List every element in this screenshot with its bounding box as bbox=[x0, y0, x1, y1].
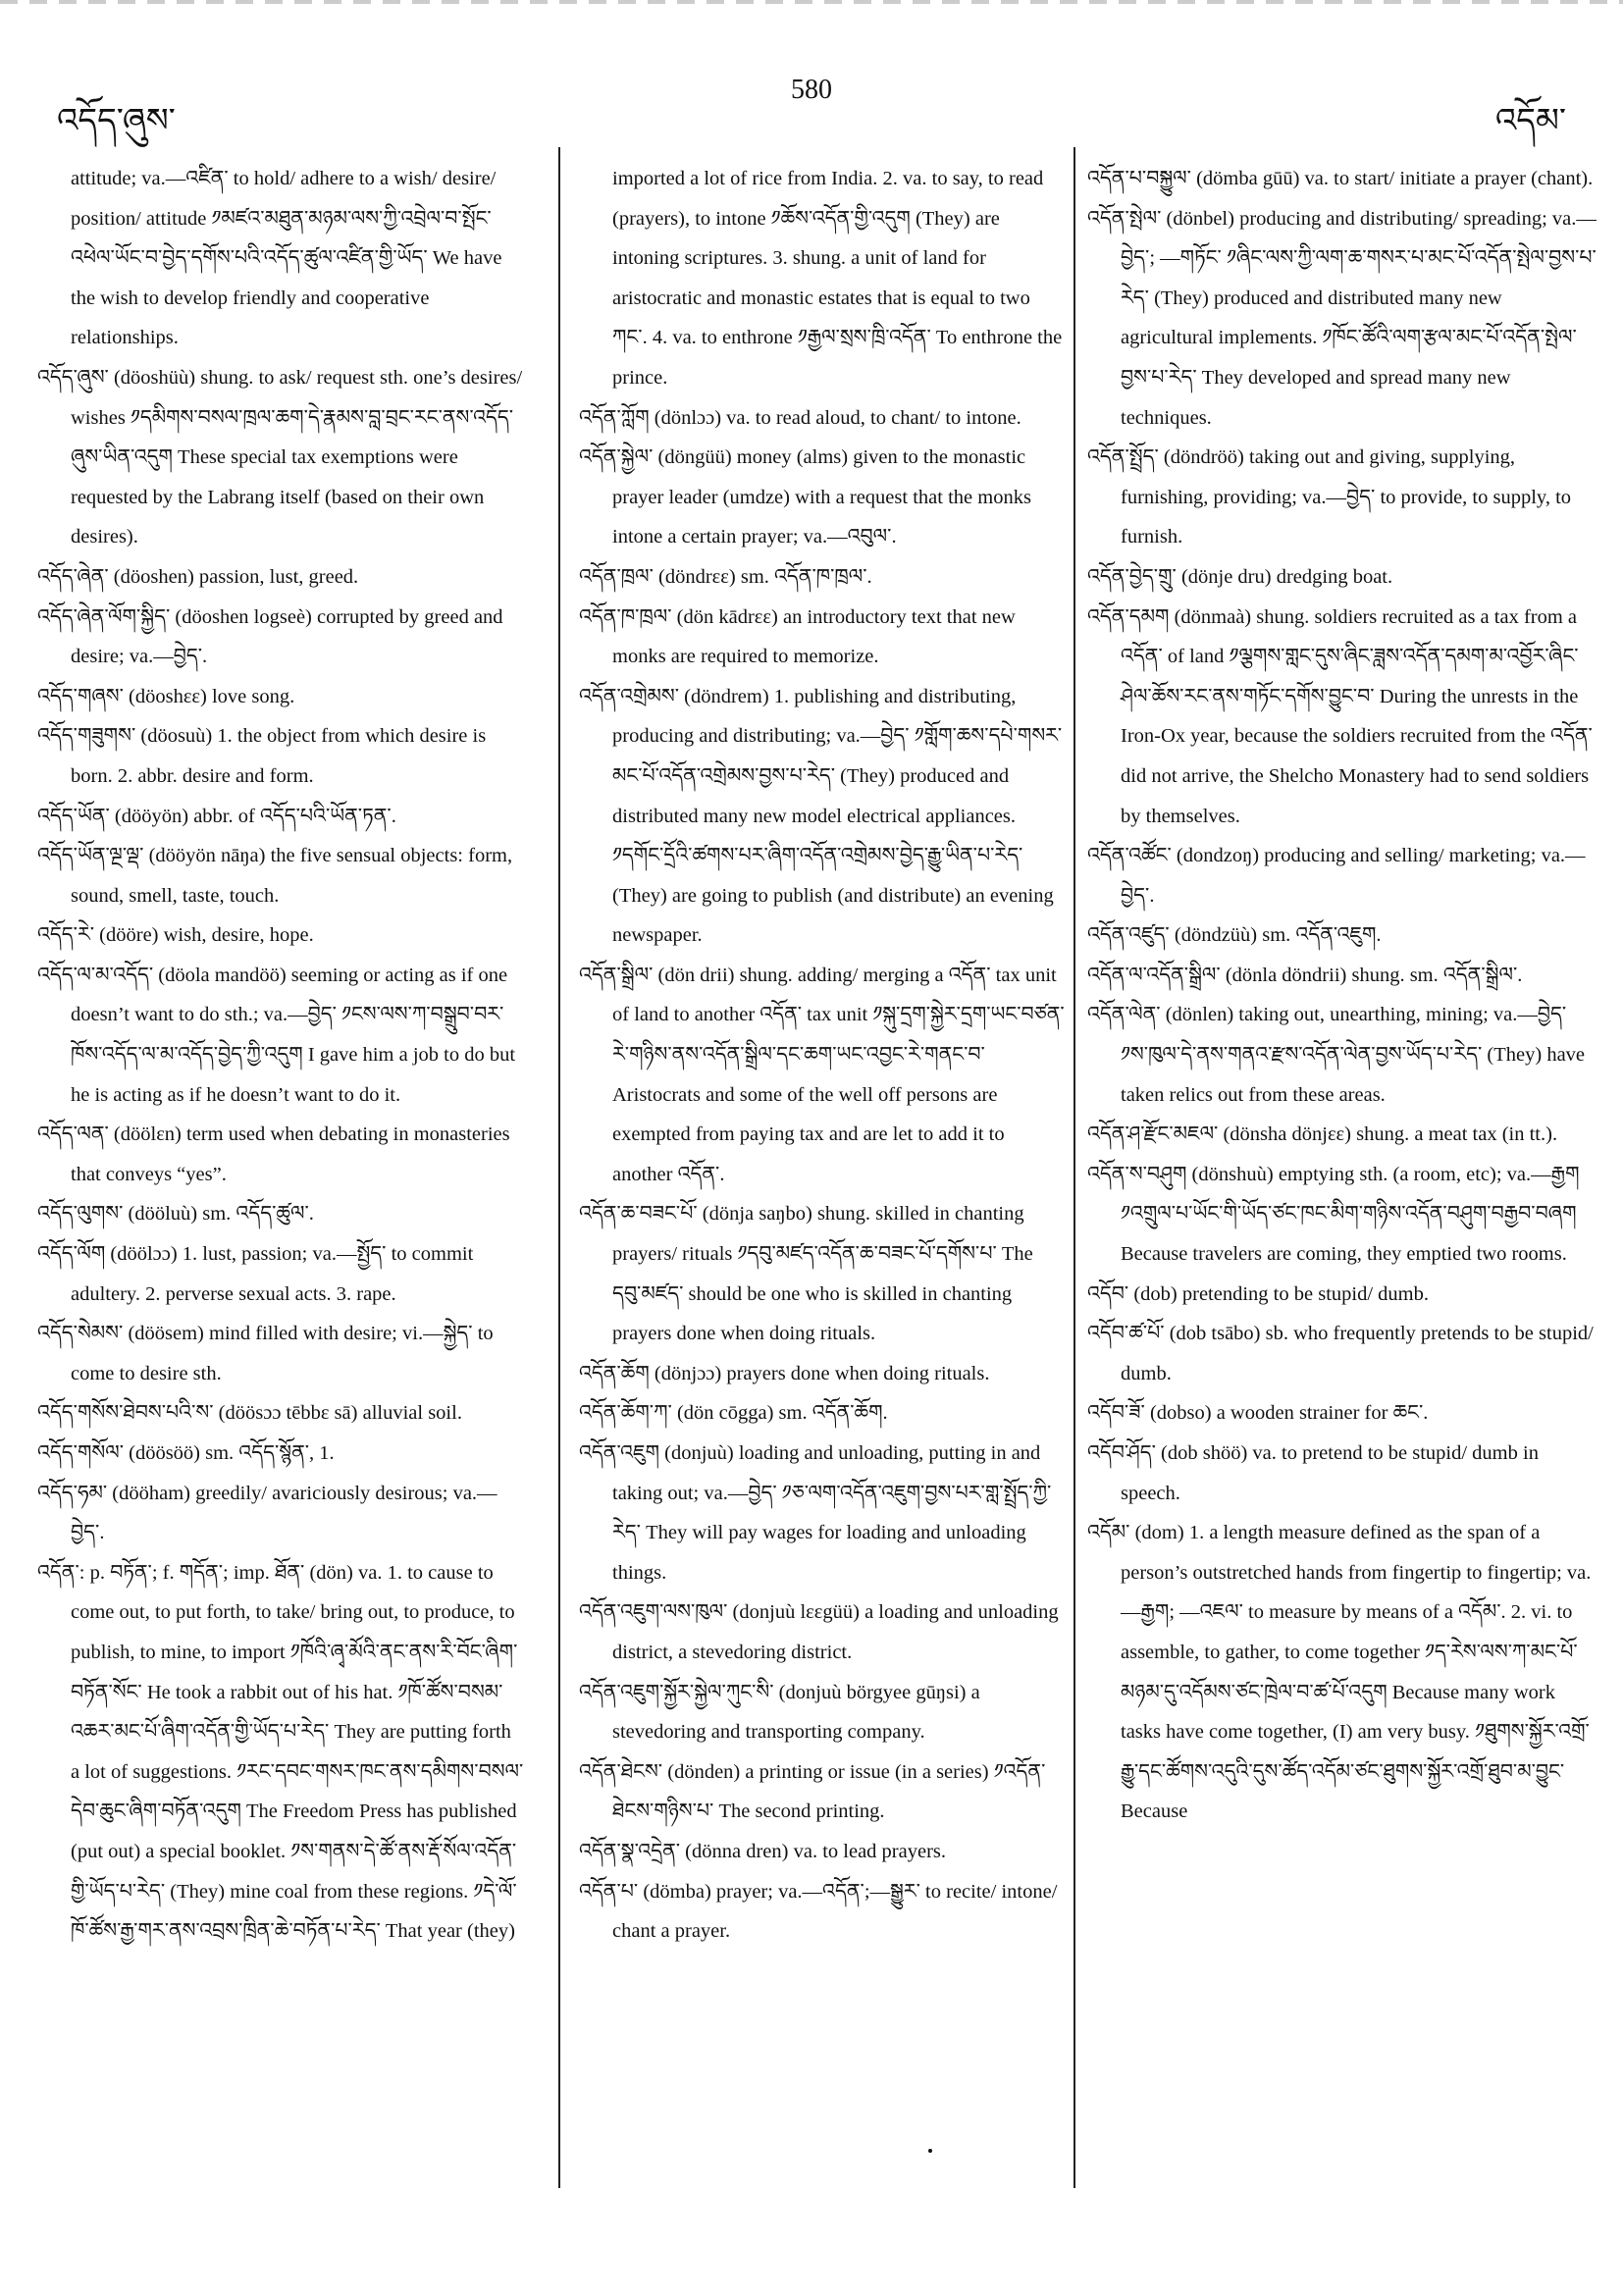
dictionary-entry: འདོན་པ་བསྐྱུལ་ (dömba gūū) va. to start/ initiate a prayer (chant). bbox=[1087, 168, 1594, 189]
dictionary-entry: འདོན་ཆོག (dönjɔɔ) prayers done when doing rituals. bbox=[579, 1362, 990, 1384]
dictionary-entry: འདོད་ཧམ་ (dööham) greedily/ avariciously desirous; va.—བྱེད་. bbox=[37, 1482, 497, 1544]
dictionary-entry: attitude; va.—འཛིན་ to hold/ adhere to a wish/ desire/ position/ attitude ༡མཛའ་མཐུན་མཉམ་ལས་ཀྱི་འབྲེལ་བ་སྤོང་འཕེལ་ཡོང་བ་བྱེད་དགོས་པའི་འདོད་ཚུལ་འཛིན་གྱི་ཡོད་ We have the wish to develop friendly and cooperative relationships. bbox=[71, 168, 502, 349]
dictionary-entry: འདོན་ཁྲལ་ (döndrεε) sm. འདོན་ཁ་ཁྲལ་. bbox=[579, 565, 872, 588]
dictionary-entry: འདོན་སྤྲོད་ (döndröö) taking out and giving, supplying, furnishing, providing; va.—བྱེད་ to provide, to supply, to furnish. bbox=[1087, 446, 1572, 548]
dictionary-entry: འདོན་སྤེལ་ (dönbel) producing and distributing/ spreading; va.—བྱེད་; —གཏོང་ ༡ཞིང་ལས་ཀྱི་ལག་ཆ་གསར་པ་མང་པོ་འདོན་སྤེལ་བྱས་པ་རེད་ (They) produced and distributed many new agricultural implements. ༡ཁོང་ཚོའི་ལག་རྩལ་མང་པོ་འདོན་སྤེལ་བྱས་པ་རེད་ They developed and spread many new techniques. bbox=[1087, 207, 1597, 429]
dictionary-entry: འདོན་ས་བཤུག (dönshuù) emptying sth. (a room, etc); va.—རྒྱག ༡འགྲུལ་པ་ཡོང་གི་ཡོད་ཙང་ཁང་མིག་གཉིས་འདོན་བཤུག་བརྒྱབ་བཞག Because travelers are coming, they emptied two rooms. bbox=[1087, 1163, 1580, 1266]
dictionary-entry: འདོམ་ (dom) 1. a length measure defined as the span of a person’s outstretched hands from fingertip to fingertip; va.—རྒྱག; —འཇལ་ to measure by means of a འདོམ་. 2. vi. to assemble, to gather, to come together ༡ད་རེས་ལས་ཀ་མང་པོ་མཉམ་དུ་འདོམས་ཙང་ཁྲེལ་བ་ཚ་པོ་འདུག Because many work tasks have come together, (I) am very busy. ༡ཐུགས་སྐྱོར་འགྲོ་རྒྱུ་དང་ཚོགས་འདུའི་དུས་ཚོད་འདོམ་ཙང་ཐུགས་སྐྱོར་འགྲོ་ཐུབ་མ་བྱུང་ Because bbox=[1087, 1522, 1592, 1823]
dictionary-entry: འདོད་ཞེན་ལོག་སྐྱིད་ (döoshen logseè) corrupted by greed and desire; va.—བྱེད་. bbox=[37, 605, 503, 668]
dictionary-entry: འདོན་འཇུག (donjuù) loading and unloading, putting in and taking out; va.—བྱེད་ ༡ཅ་ལག་འདོན་འཇུག་བྱས་པར་གླ་སྤྲོད་ཀྱི་རེད་ They will pay wages for loading and unloading things. bbox=[579, 1442, 1052, 1584]
dictionary-entry: འདོད་ཞུས་ (döoshüù) shung. to ask/ request sth. one’s desires/ wishes ༡དམིགས་བསལ་ཁྲལ་ཆག་དེ་རྣམས་བླ་བྲང་རང་ནས་འདོད་ཞུས་ཡིན་འདུག These special tax exemptions were requested by the Labrang itself (based on their own desires). bbox=[37, 366, 523, 548]
dictionary-entry: འདོད་ཞེན་ (döoshen) passion, lust, greed. bbox=[37, 565, 359, 588]
left-running-headword: འདོད་ཞུས་ bbox=[57, 101, 176, 140]
right-running-headword: འདོམ་ bbox=[1494, 101, 1566, 140]
dictionary-entry: འདོན་ཁ་ཁྲལ་ (dön kādrεε) an introductory text that new monks are required to memorize. bbox=[579, 605, 1016, 668]
dictionary-entry: འདོན་ཐེངས་ (dönden) a printing or issue (in a series) ༡འདོན་ཐེངས་གཉིས་པ་ The second printing. bbox=[579, 1760, 1046, 1823]
dictionary-entry: འདོད་གསོས་ཐེབས་པའི་ས་ (döösɔɔ tēbbε sā) alluvial soil. bbox=[37, 1402, 462, 1425]
column-3 bbox=[1087, 159, 1597, 1832]
dictionary-entry: འདོབ་ (dob) pretending to be stupid/ dumb. bbox=[1087, 1282, 1429, 1305]
dictionary-entry: འདོན་ལེན་ (dönlen) taking out, unearthing, mining; va.—བྱེད་ ༡ས་ཁུལ་དེ་ནས་གནའ་རྫས་འདོན་ལེན་བྱས་ཡོད་པ་རེད་ (They) have taken relics out from these areas. bbox=[1087, 1004, 1586, 1106]
dictionary-entry: འདོད་ལོག (döölɔɔ) 1. lust, passion; va.—སྤྱོད་ to commit adultery. 2. perverse sexual acts. 3. rape. bbox=[37, 1243, 474, 1305]
dictionary-entry: འདོན་པ་ (dömba) prayer; va.—འདོན་;—སྒྱུར་ to recite/ intone/ chant a prayer. bbox=[579, 1880, 1058, 1943]
dictionary-entry: འདོན་ཀློག (dönlɔɔ) va. to read aloud, to chant/ to intone. bbox=[579, 406, 1021, 429]
column-1 bbox=[37, 159, 524, 1952]
column-2 bbox=[579, 159, 1066, 1952]
page-number: 580 bbox=[791, 75, 832, 105]
dictionary-entry: འདོད་ཡོན་ལྔ་ལྡ་ (dööyön nāŋa) the five sensual objects: form, sound, smell, taste, touch. bbox=[37, 845, 513, 907]
dictionary-entry: འདོན་འཇུག་སྐྱོར་སྐྱེལ་ཀུང་སི་ (donjuù börgyee gūŋsi) a stevedoring and transporting company. bbox=[579, 1681, 980, 1744]
dictionary-entry: འདོན་བྱེད་གྲུ་ (dönje dru) dredging boat. bbox=[1087, 565, 1393, 588]
dictionary-entry: འདོབ་ཟོ་ (dobso) a wooden strainer for ཆང་. bbox=[1087, 1402, 1429, 1425]
dictionary-entry: འདོད་ལ་མ་འདོད་ (döola mandöö) seeming or acting as if one doesn’t want to do sth.; va.—བྱེད་ ༡ངས་ལས་ཀ་བསྒྲུབ་བར་ཁོས་འདོད་ལ་མ་འདོད་བྱེད་ཀྱི་འདུག I gave him a job to do but he is acting as if he doesn’t want to do it. bbox=[37, 964, 516, 1106]
dictionary-entry: imported a lot of rice from India. 2. va. to say, to read (prayers), to intone ༡ཆོས་འདོན་གྱི་འདུག (They) are intoning scriptures. 3. shung. a unit of land for aristocratic and monastic estates that is equal to two ཀང་. 4. va. to enthrone ༡རྒྱལ་སྲས་ཁྲི་འདོན་ To enthrone the prince. bbox=[612, 168, 1063, 389]
dictionary-entry: འདོན་དམག (dönmaà) shung. soldiers recruited as a tax from a འདོན་ of land ༡ལྕགས་གླང་དུས་ཞིང་ཟླས་འདོན་དམག་མ་འབྱོར་ཞིང་ཤེལ་ཆོས་རང་ནས་གཏོང་དགོས་བྱུང་བ་ During the unrests in the Iron-Ox year, because the soldiers recruited from the འདོན་ did not arrive, the Shelcho Monastery had to send soldiers by themselves. bbox=[1087, 605, 1593, 827]
dictionary-entry: འདོན་ཆ་བཟང་པོ་ (dönja saŋbo) shung. skilled in chanting prayers/ rituals ༡དབུ་མཛད་འདོན་ཆ་བཟང་པོ་དགོས་པ་ The དབུ་མཛད་ should be one who is skilled in chanting prayers done when doing rituals. bbox=[579, 1203, 1033, 1345]
dictionary-entry: འདོབ་ཤོད་ (dob shöö) va. to pretend to be stupid/ dumb in speech. bbox=[1087, 1442, 1539, 1504]
dictionary-entry: འདོན་འཚོང་ (dondzoŋ) producing and selling/ marketing; va.—བྱེད་. bbox=[1087, 845, 1586, 907]
dictionary-entry: འདོད་ལན་ (döölεn) term used when debating in monasteries that conveys “yes”. bbox=[37, 1123, 510, 1185]
dictionary-entry: འདོན་འགྲེམས་ (döndrem) 1. publishing and distributing, producing and distributing; va.—བྱེད་ ༡གློག་ཆས་དཔེ་གསར་མང་པོ་འདོན་འགྲེམས་བྱས་པ་རེད་ (They) produced and distributed many new model electrical appliances. ༡དགོང་དྲོའི་ཚགས་པར་ཞིག་འདོན་འགྲེམས་བྱེད་རྒྱུ་ཡིན་པ་རེད་ (They) are going to publish (and distribute) an evening newspaper. bbox=[579, 685, 1063, 947]
ink-speck bbox=[928, 2149, 932, 2153]
scan-edge bbox=[0, 0, 1623, 4]
dictionary-entry: འདོན་ཆོག་ཀ་ (dön cōgga) sm. འདོན་ཆོག. bbox=[579, 1402, 888, 1425]
dictionary-entry: འདོན་སྣ་འདྲེན་ (dönna dren) va. to lead prayers. bbox=[579, 1840, 946, 1862]
dictionary-entry: འདོད་གསོལ་ (döösöö) sm. འདོད་སྙོན་, 1. bbox=[37, 1442, 335, 1464]
dictionary-entry: འདོབ་ཚ་པོ་ (dob tsābo) sb. who frequently pretends to be stupid/ dumb. bbox=[1087, 1323, 1594, 1384]
dictionary-entry: འདོན་ལ་འདོན་སྒྲིལ་ (dönla döndrii) shung. sm. འདོན་སྒྲིལ་. bbox=[1087, 964, 1523, 986]
dictionary-entry: འདོད་གཟུགས་ (döosuù) 1. the object from which desire is born. 2. abbr. desire and form. bbox=[37, 725, 487, 787]
column-divider bbox=[558, 147, 560, 2188]
dictionary-entry: འདོད་ལུགས་ (dööluù) sm. འདོད་ཚུལ་. bbox=[37, 1203, 314, 1226]
dictionary-entry: འདོན་ཤ་རྫོང་མཇལ་ (dönsha dönjεε) shung. a meat tax (in tt.). bbox=[1087, 1123, 1558, 1146]
dictionary-entry: འདོན་འཛུད་ (döndzüù) sm. འདོན་འཇུག. bbox=[1087, 924, 1382, 947]
dictionary-entry: འདོན་སྐྱེལ་ (döngüü) money (alms) given to the monastic prayer leader (umdze) with a request that the monks intone a certain prayer; va.—འབུལ་. bbox=[579, 446, 1031, 548]
dictionary-entry: འདོད་རེ་ (dööre) wish, desire, hope. bbox=[37, 924, 314, 947]
dictionary-entry: འདོན་སྒྲིལ་ (dön drii) shung. adding/ merging a འདོན་ tax unit of land to another འདོན་ tax unit ༡སྐུ་དྲག་སྐྱེར་དྲག་ཡང་བཙན་རེ་གཉིས་ནས་འདོན་སྒྲིལ་དང་ཆག་ཡང་འབྱང་རེ་གནང་བ་ Aristocrats and some of the well off persons are exempted from paying tax and are let to add it to another འདོན་. bbox=[579, 964, 1065, 1185]
dictionary-entry: འདོན་འཇུག་ལས་ཁུལ་ (donjuù lεεgüü) a loading and unloading district, a stevedoring district. bbox=[579, 1601, 1059, 1663]
dictionary-entry: འདོད་གཞས་ (döoshεε) love song. bbox=[37, 685, 295, 707]
dictionary-entry: འདོད་ཡོན་ (dööyön) abbr. of འདོད་པའི་ཡོན་ཏན་. bbox=[37, 805, 396, 827]
column-divider bbox=[1073, 147, 1075, 2188]
dictionary-entry: འདོད་སེམས་ (döösem) mind filled with desire; vi.—སྐྱེད་ to come to desire sth. bbox=[37, 1323, 494, 1384]
dictionary-entry: འདོན་: p. བཏོན་; f. གདོན་; imp. ཐོན་ (dön) va. 1. to cause to come out, to put forth, to take/ bring out, to produce, to publish, to mine, to import ༡ཁོའི་ཞྭ་མོའི་ནང་ནས་རི་བོང་ཞིག་བཏོན་སོང་ He took a rabbit out of his hat. ༡ཁོ་ཚོས་བསམ་འཆར་མང་པོ་ཞིག་འདོན་གྱི་ཡོད་པ་རེད་ They are putting forth a lot of suggestions. ༡རང་དབང་གསར་ཁང་ནས་དམིགས་བསལ་དེབ་ཆུང་ཞིག་བཏོན་འདུག The Freedom Press has published (put out) a special booklet. ༡ས་གནས་དེ་ཚོ་ནས་རྡོ་སོལ་འདོན་གྱི་ཡོད་པ་རེད་ (They) mine coal from these regions. ༡དེ་ལོ་ཁོ་ཚོས་རྒྱ་གར་ནས་འབྲས་ཁྲིན་ཆེ་བཏོན་པ་རེད་ That year (they) bbox=[37, 1561, 524, 1943]
